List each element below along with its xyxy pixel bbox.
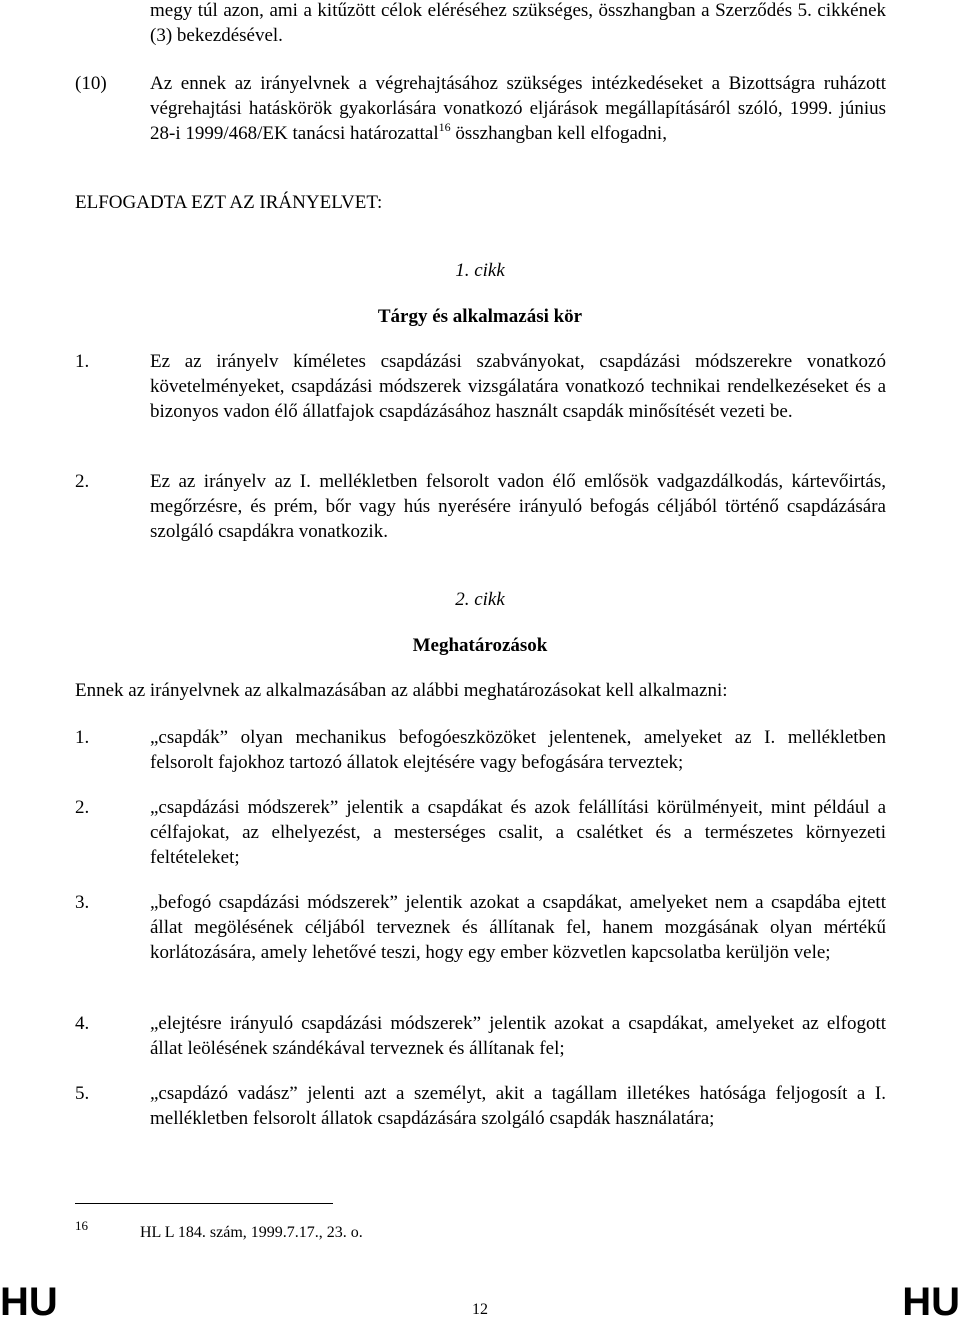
language-code-right: HU [902, 1280, 960, 1324]
article-2-intro: Ennek az irányelvnek az alkalmazásában az alábbi meghatározásokat kell alkalmazni: [75, 680, 728, 701]
footnote-reference[interactable]: 16 [438, 120, 451, 134]
article-1-heading: 1. cikk [455, 260, 505, 281]
recital-text [150, 71, 886, 146]
article-2-title: Meghatározások [412, 635, 548, 656]
recital-text-main: Az ennek az irányelvnek a végrehajtásához szükséges intézkedéseket a Bizottságra ruházott végrehajtási hatáskörök gyakorlására vonatkozó eljárások megállapításáról szóló, 1999. június 28-i 1999/468/EK tanácsi határozattal [150, 73, 886, 144]
definition-3: „befogó csapdázási módszerek” jelentik azokat a csapdákat, amelyeket nem a csapdába ejtett állat megölésének céljából terveznek és állítanak fel, hanem mozgásának olyan mértékű korlátozására, amely lehetővé teszi, hogy egy ember közvetlen kapcsolatba kerüljön vele; [150, 892, 886, 963]
footnote-separator [75, 1203, 333, 1204]
definition-4: „elejtésre irányuló csapdázási módszerek” jelentik azokat a csapdákat, amelyeket az elfogott állat leölésének szándékával terveznek és állítanak fel; [150, 1013, 886, 1059]
article-1-paragraph-2-number: 2. [75, 471, 90, 492]
definition-2: „csapdázási módszerek” jelentik a csapdákat és azok felállítási körülményeit, mint például a célfajokat, az elhelyezést, a mesterséges csalit, a csalétket és a természetes környezeti feltételeket; [150, 797, 886, 868]
definition-5-number: 5. [75, 1083, 90, 1104]
article-2-heading: 2. cikk [455, 589, 505, 610]
recital-text-tail: összhangban kell elfogadni, [450, 123, 667, 144]
recital-number: (10) [75, 73, 107, 94]
definition-4-number: 4. [75, 1013, 90, 1034]
definition-2-number: 2. [75, 797, 90, 818]
definition-1-number: 1. [75, 727, 90, 748]
footnote-number: 16 [75, 1218, 88, 1233]
article-1-title: Tárgy és alkalmazási kör [377, 306, 583, 327]
definition-5: „csapdázó vadász” jelenti azt a személyt, akit a tagállam illetékes hatósága feljogosít a I. mellékletben felsorolt állatok csapdázására szolgáló csapdák használatára; [150, 1083, 886, 1129]
language-code-left: HU [0, 1280, 58, 1324]
top-continuation: megy túl azon, ami a kitűzött célok eléréséhez szükséges, összhangban a Szerződés 5. cikkének (3) bekezdésével. [150, 0, 886, 46]
page-number: 12 [472, 1301, 488, 1318]
article-1-paragraph-1-number: 1. [75, 351, 90, 372]
definition-1: „csapdák” olyan mechanikus befogóeszközöket jelentenek, amelyeket az I. mellékletben felsorolt fajokhoz tartozó állatok elejtésére vagy befogására terveztek; [150, 727, 886, 773]
article-1-paragraph-2: Ez az irányelv az I. mellékletben felsorolt vadon élő emlősök vadgazdálkodás, kártevőirtás, megőrzésre, és prém, bőr vagy hús nyerésére irányuló befogás céljából történő csapdázására szolgáló csapdákra vonatkozik. [150, 471, 886, 542]
definition-3-number: 3. [75, 892, 90, 913]
adoption-formula: ELFOGADTA EZT AZ IRÁNYELVET: [75, 192, 383, 213]
footnote-text: HL L 184. szám, 1999.7.17., 23. o. [140, 1224, 363, 1241]
article-1-paragraph-1: Ez az irányelv kíméletes csapdázási szabványokat, csapdázási módszerekre vonatkozó követelményeket, csapdázási módszerek vizsgálatára vonatkozó technikai rendelkezéseket és a bizonyos vadon élő állatfajok csapdázásához használt csapdák minősítését vezeti be. [150, 351, 886, 422]
